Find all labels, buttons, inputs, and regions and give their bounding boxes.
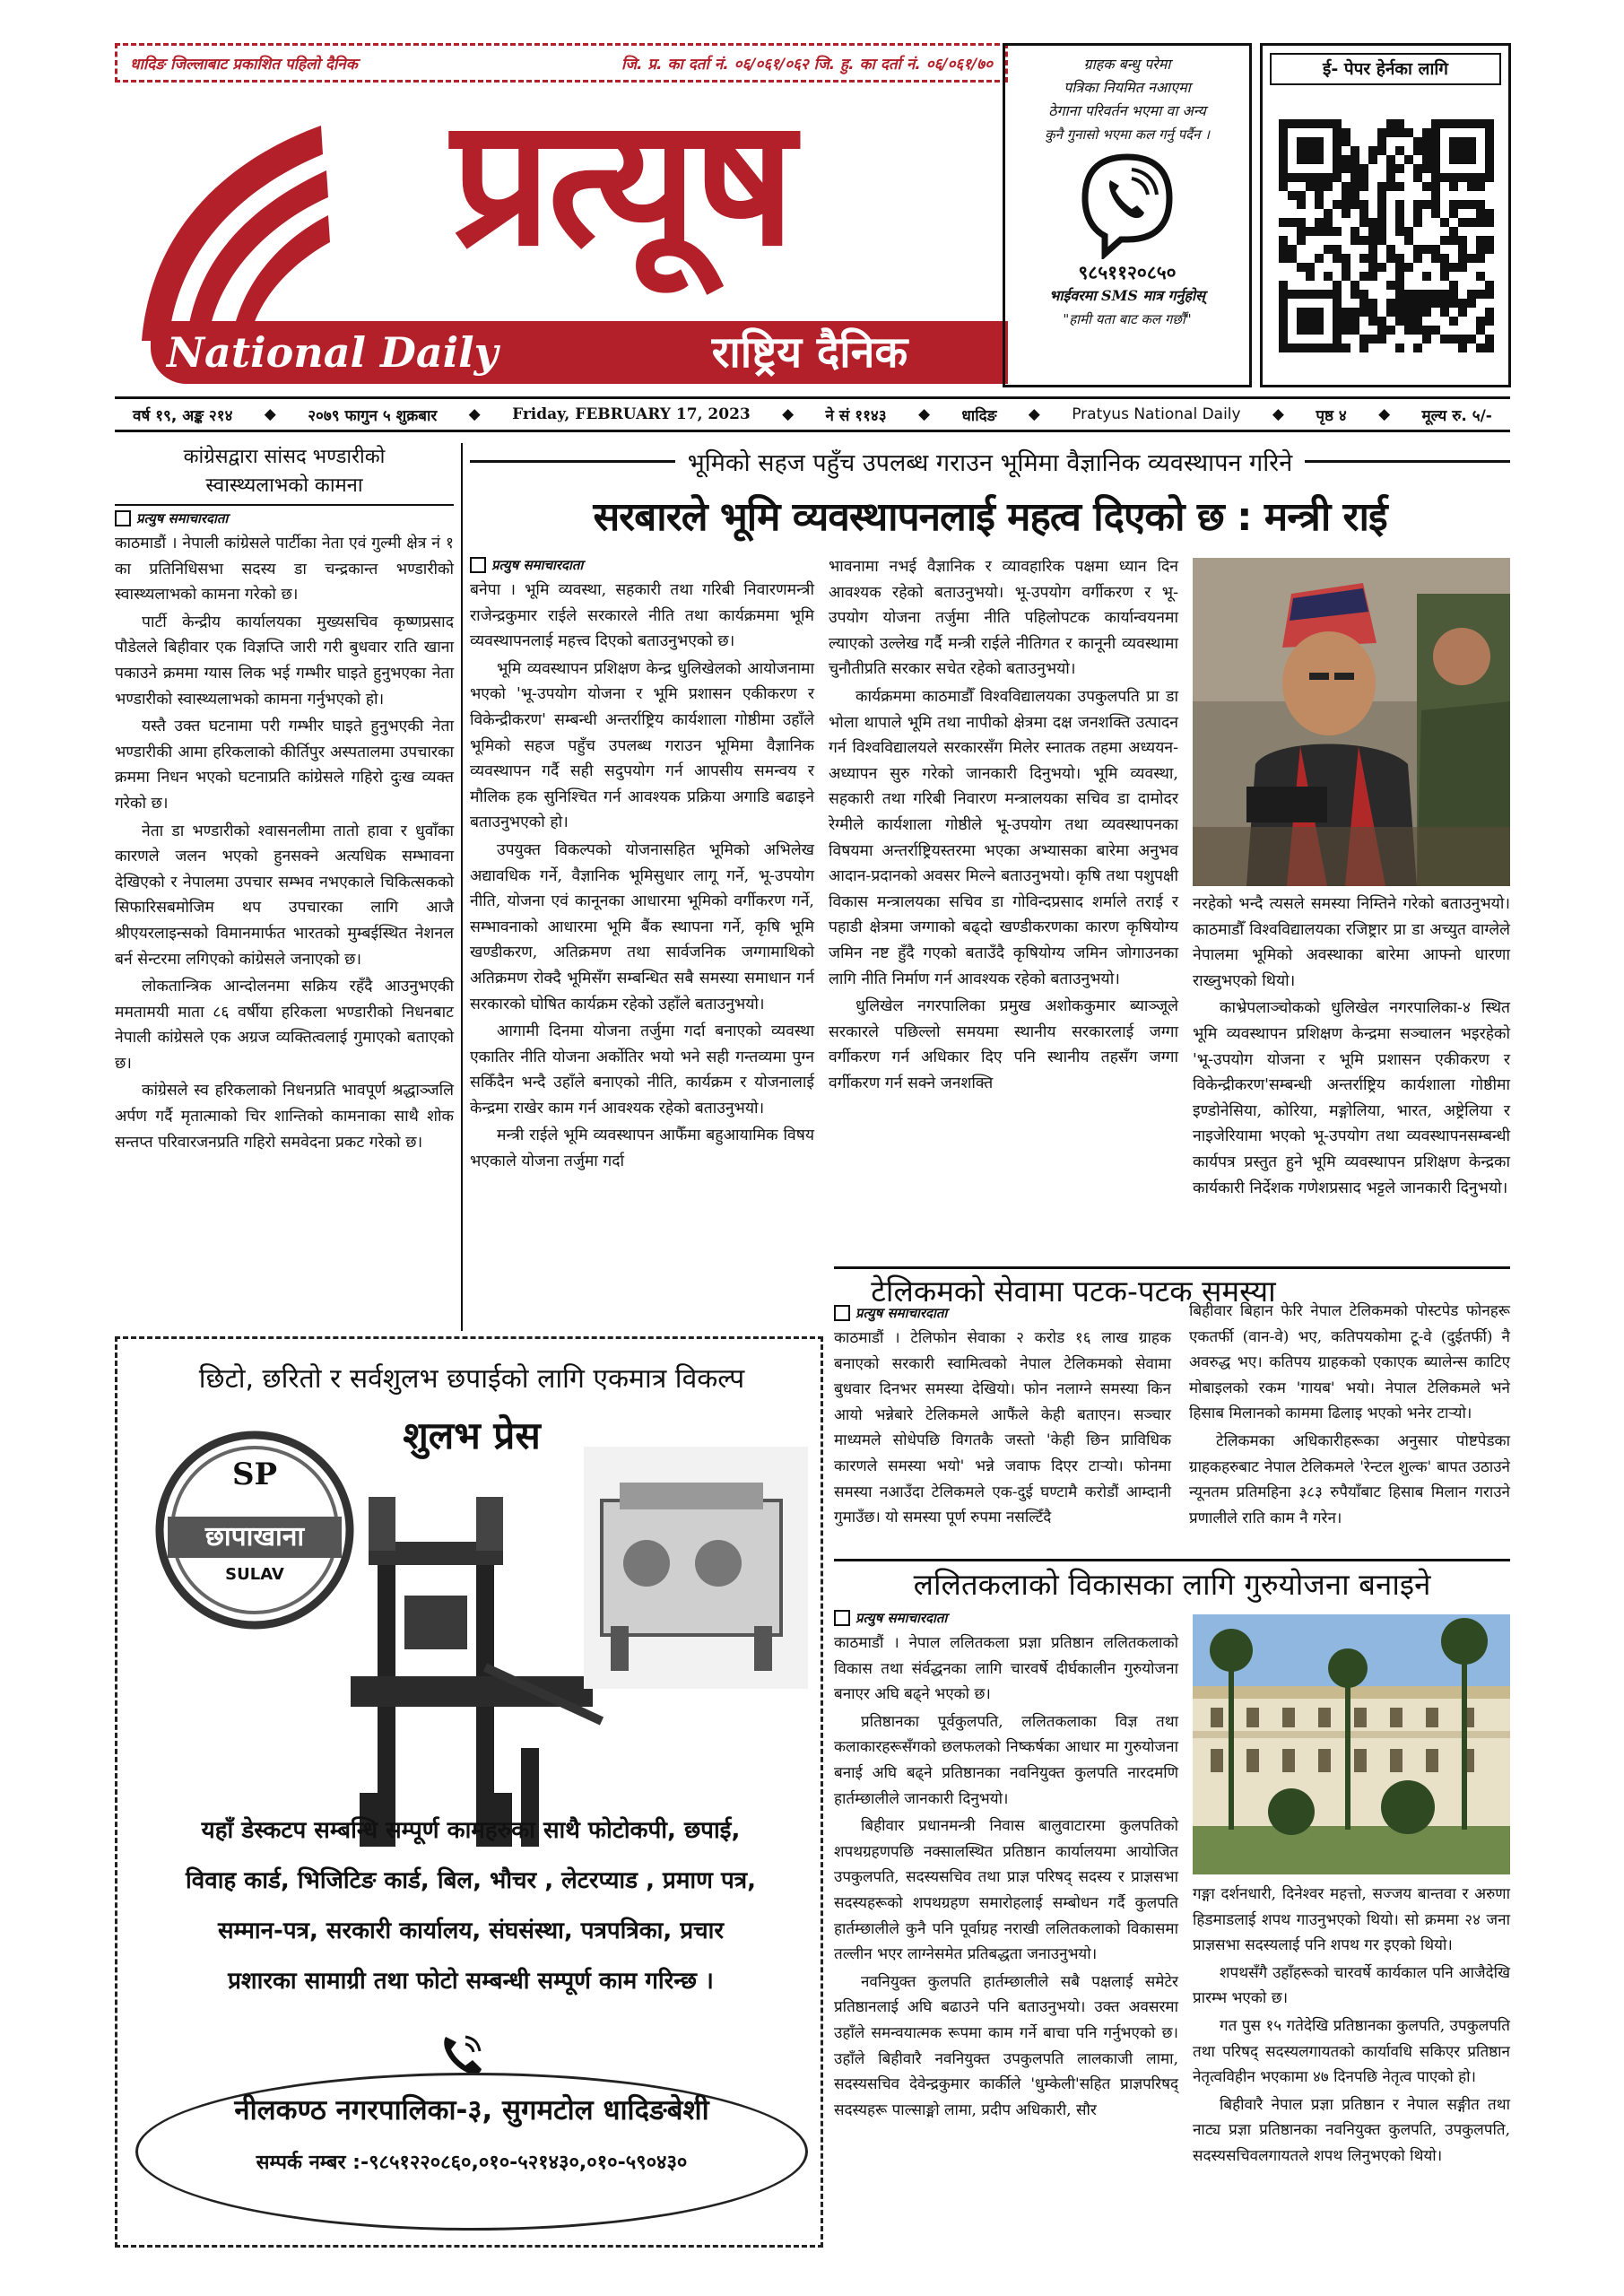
main-body-col3 — [1193, 891, 1510, 1201]
left-headline-2: स्वास्थ्यलाभको कामना — [205, 474, 363, 497]
paragraph: काठमाडौं । टेलिफोन सेवाका २ करोड १६ लाख ग्राहक बनाएको सरकारी स्वामित्वको नेपाल टेलिकमको सेवामा बुधवार दिनभर समस्या देखियो। फोन नलाग्ने समस्या किन आयो भन्नेबारे टेलिकमले आफैंले केही बताएन। सञ्चार माध्यमले सोधेपछि विगतकै जस्तो 'केही छिन प्राविधिक कारणले समस्या भयो' भन्ने जवाफ दिएर टाऱ्यो। फोनमा समस्या नआउँदा टेलिकमले एक-दुई घण्टामै करोडौं आम्दानी गुमाउँछ। यो समस्या पूर्ण रुपमा नसल्टिँदै — [834, 1329, 1171, 1527]
byline-box-icon — [834, 1610, 850, 1626]
byline-box-icon — [834, 1305, 850, 1321]
telecom-body-col1 — [834, 1326, 1171, 1531]
byline-text: प्रत्युष समाचारदाता — [855, 1610, 948, 1626]
qr-code-icon[interactable] — [1279, 119, 1494, 352]
byline-text: प्रत्युष समाचारदाता — [136, 510, 229, 526]
first-daily-note: धादिङ जिल्लाबाट प्रकाशित पहिलो दैनिक — [130, 55, 358, 74]
byline — [834, 1609, 1178, 1627]
arts-body-col2 — [1193, 1882, 1510, 2170]
viber-note: भाईवरमा SMS मात्र गर्नुहोस् — [1049, 287, 1205, 304]
paragraph: कांग्रेसले स्व हरिकलाको निधनप्रति भावपूर्ण श्रद्धाञ्जलि अर्पण गर्दै मृतात्माको चिर शान्तिको कामनाका साथै शोक सन्तप्त परिवारजनप्रति गहिरो समवेदना प्रकट गरेको छ। — [115, 1082, 454, 1152]
paragraph: यस्तै उक्त घटनामा परी गम्भीर घाइते हुनुभएकी नेता भण्डारीकी आमा हरिकलाको कीर्तिपुर अस्पतालमा उपचारका क्रममा निधन भएको घटनाप्रति कांग्रेसले गहिरो दुःख व्यक्त गरेको छ। — [115, 718, 454, 813]
epaper-box — [1260, 43, 1511, 387]
bullet-icon: ◆ — [1028, 405, 1040, 423]
byline — [834, 1304, 1171, 1322]
arts-col-1 — [834, 1607, 1178, 2253]
arts-headline: ललितकलाको विकासका लागि गुरुयोजना बनाइने — [913, 1567, 1431, 1602]
bullet-icon: ◆ — [1378, 405, 1391, 423]
notice-box — [1003, 43, 1252, 387]
paragraph: आगामी दिनमा योजना तर्जुमा गर्दा बनाएको व्यवस्था एकातिर नीति योजना अर्कोतिर भयो भने सही गन्तव्यमा पुग्न सकिँदैन भन्दै उहाँले बनाएको नीति, कार्यक्रम र योजनालाई केन्द्रमा राखेर काम गर्न आवश्यक रहेको बताउनुभयो। — [470, 1022, 814, 1118]
paragraph: बिहीवार बिहान फेरि नेपाल टेलिकमको पोस्टपेड फोनहरू एकतर्फी (वान-वे) भए, कतिपयकोमा टू-वे (दुईतर्फी) नै अवरुद्ध भए। कतिपय ग्राहकको एकाएक ब्यालेन्स काटिए मोबाइलको रकम 'गायब' भयो। नेपाल टेलिकमले भने हिसाब मिलानको काममा ढिलाइ भएको भनेर टाऱ्यो। — [1189, 1302, 1510, 1423]
paragraph: मन्त्री राईले भूमि व्यवस्थापन आफैँमा बहुआयामिक विषय भएकाले योजना तर्जुमा गर्दा — [470, 1126, 814, 1171]
section-rule — [834, 1266, 1510, 1269]
paragraph: धुलिखेल नगरपालिका प्रमुख अशोककुमार ब्याञ्जूले सरकारले पछिल्लो समयमा स्थानीय सरकारलाई जग्गा वर्गीकरण गर्न अधिकार दिए पनि स्थानीय तहसँग जग्गा वर्गीकरण गर्न सक्ने जनशक्ति — [829, 997, 1178, 1092]
kicker-rule — [470, 460, 675, 463]
registration-note: जि. प्र. का दर्ता नं. ०६/०६१/०६२ जि. हु. का दर्ता नं. ०६/०६१/७० — [621, 55, 993, 74]
paragraph: काभ्रेपलाञ्चोकको धुलिखेल नगरपालिका-४ स्थित भूमि व्यवस्थापन प्रशिक्षण केन्द्रमा सञ्चालन भइरहेको 'भू-उपयोग योजना र भूमि प्रशासन एकीकरण र विकेन्द्रीकरण'सम्बन्धी अन्तर्राष्ट्रिय कार्यशाला गोष्ठीमा इण्डोनेसिया, कोरिया, मङ्गोलिया, भारत, अष्ट्रेलिया र नाइजेरियामा भएको भू-उपयोग तथा व्यवस्थापनसम्बन्धी कार्यपत्र प्रस्तुत हुने भूमि व्यवस्थापन प्रशिक्षण केन्द्रका कार्यकारी निर्देशक गणेशप्रसाद भट्टले जानकारी दिनुभयो। — [1193, 999, 1510, 1197]
viber-number: ९८५११२०८५० — [1078, 261, 1177, 283]
left-article-body — [115, 531, 454, 1155]
ad-tagline: छिटो, छरितो र सर्वशुलभ छपाईको लागि एकमात्र विकल्प — [198, 1363, 745, 1395]
paragraph: प्रतिष्ठानका पूर्वकुलपति, ललितकलाका विज्ञ तथा कलाकारहरूसँगको छलफलको निष्कर्षका आधार मा गुरुयोजना बनाई अघि बढ्ने प्रतिष्ठानका नवनियुक्त कुलपति नारदमणि हार्तम्छालीले जानकारी दिनुभयो। — [834, 1712, 1178, 1808]
minister-photo-image — [1193, 558, 1510, 886]
service-line: सम्मान-पत्र, सरकारी कार्यालय, संघसंस्था, पत्रपत्रिका, प्रचार — [217, 1918, 725, 1944]
section-rule — [834, 1559, 1510, 1561]
divider — [115, 504, 454, 506]
arts-col-2 — [1193, 1882, 1510, 2258]
main-col-2 — [829, 554, 1178, 1263]
telecom-col-1 — [834, 1302, 1171, 1571]
byline-text: प्रत्युष समाचारदाता — [491, 557, 584, 573]
byline-box-icon — [115, 510, 131, 526]
logo-nepali: राष्ट्रिय दैनिक — [711, 327, 908, 378]
paragraph: नवनियुक्त कुलपति हार्तम्छालीले सबै पक्षलाई समेटेर प्रतिष्ठानलाई अघि बढाउने पनि बताउनुभयो। उक्त अवसरमा उहाँले समन्वयात्मक रूपमा काम गर्ने बाचा पनि गर्नुभएको छ। उहाँले बिहीवारै नवनियुक्त उपकुलपति लालकाजी लामा, सदस्यसचिव देवेन्द्रकुमार कार्कीले 'धुम्केली'सहित प्राज्ञपरिषद् सदस्यहरू पाल्साङ्मो लामा, प्रदीप अधिकारी, सौर — [834, 1972, 1178, 2119]
place: धादिङ — [961, 406, 997, 425]
page-number: पृष्ठ ४ — [1316, 406, 1347, 425]
main-kicker — [470, 443, 1510, 479]
top-note-strip — [115, 43, 1008, 83]
logo-wordmark: प्रत्यूष — [451, 79, 792, 285]
ad-services — [134, 1805, 808, 2006]
logo-english: National Daily — [167, 328, 499, 377]
bullet-icon: ◆ — [782, 405, 795, 423]
logo-english-text: SULAV — [225, 1565, 284, 1584]
paper-name: Pratyus National Daily — [1072, 405, 1241, 423]
arts-body-col1 — [834, 1631, 1178, 2123]
volume-issue: वर्ष १९, अङ्क २१४ — [133, 406, 233, 425]
paragraph: कार्यक्रममा काठमाडौँ विश्वविद्यालयका उपकुलपति प्रा डा भोला थापाले भूमि तथा नापीको क्षेत्रमा दक्ष जनशक्ति उत्पादन गर्न विश्वविद्यालयले सरकारसँग मिलेर स्नातक तहमा अध्ययन-अध्यापन सुरु गरेको जानकारी दिनुभयो। भूमि व्यवस्था, सहकारी तथा गरिबी निवारण मन्त्रालयका सचिव डा दामोदर रेग्मीले कार्यशाला गोष्ठीले भू-उपयोग तथा व्यवस्थापनका विषयमा अन्तर्राष्ट्रियस्तरमा भएका अभ्यासका बारेमा अनुभव आदान-प्रदानको अवसर मिल्ने बताउनुभयो। कृषि तथा पशुपक्षी विकास मन्त्रालयका सचिव डा गोविन्दप्रसाद शर्माले तराई र पहाडी क्षेत्रमा जग्गाको बढ्दो खण्डीकरणका कारण कृषियोग्य जमिन नष्ट हुँदै गएको बताउँदै कृषियोग्य जमिन जोगाउनका लागि नीति निर्माण गर्न आवश्यक रहेको बताउनुभयो। — [829, 687, 1178, 988]
byline — [115, 509, 454, 527]
paragraph: गत पुस १५ गतेदेखि प्रतिष्ठानका कुलपति, उपकुलपति तथा परिषद् सदस्यलगायतको कार्यावधि सकिएर प्रतिष्ठान नेतृत्वविहीन भएकामा ४७ दिनपछि नेतृत्व पाएको हो। — [1193, 2016, 1510, 2087]
left-article — [115, 443, 454, 1331]
logo — [115, 79, 1008, 395]
viber-phone-icon — [1078, 152, 1177, 259]
masthead — [115, 43, 1012, 395]
bullet-icon: ◆ — [264, 405, 276, 423]
paragraph: बिहीवार प्रधानमन्त्री निवास बालुवाटारमा कुलपतिको शपथग्रहणपछि नक्सालस्थित प्रतिष्ठान कार्यालयमा आयोजित उपकुलपति, सदस्यसचिव तथा प्राज्ञ परिषद् सदस्य र प्राज्ञसभा सदस्यहरूको शपथग्रहण समारोहलाई सम्बोधन गर्दै कुलपति हार्तम्छालीले कुनै पनि पूर्वाग्रह नराखी ललितकलाको विकासमा तल्लीन भएर लाग्नेसमेत प्रतिबद्धता जनाउनुभयो। — [834, 1817, 1178, 1964]
paragraph: लोकतान्त्रिक आन्दोलनमा सक्रिय रहँदै आउनुभएकी ममतामयी माता ८६ वर्षीया हरिकला भण्डारीको निधनबाट नेपाली कांग्रेसले एक अग्रज व्यक्तित्वलाई गुमाएको बताएको छ। — [115, 978, 454, 1073]
academy-building-photo — [1193, 1614, 1510, 1874]
paragraph: भावनामा नभई वैज्ञानिक र व्यावहारिक पक्षमा ध्यान दिन आवश्यक रहेको बताउनुभयो। भू-उपयोग वर्गीकरण र भू-उपयोग योजना तर्जुमा नीति पहिलोपटक कार्यान्वयनमा ल्याएको उल्लेख गर्दै मन्त्री राईले नीतिगत र कानूनी व्यवस्थामा चुनौतीप्रति सरकार सचेत रहेको बताउनुभयो। — [829, 558, 1178, 679]
academy-building-image — [1193, 1614, 1510, 1874]
main-col-1 — [470, 554, 814, 1326]
service-line: यहाँ डेस्कटप सम्बन्धि सम्पूर्ण कामहरुका साथै फोटोकपी, छपाई, — [201, 1817, 741, 1844]
notice-line: कुनै गुनासो भएमा कल गर्नु पर्दैन । — [1045, 126, 1210, 143]
offset-press-image — [584, 1447, 808, 1689]
nepal-samvat: ने सं ११४३ — [825, 406, 887, 425]
paragraph: बनेपा । भूमि व्यवस्था, सहकारी तथा गरिबी निवारणमन्त्री राजेन्द्रकुमार राईले सरकारले नीति तथा कार्यक्रममा भूमि व्यवस्थापनलाई महत्त्व दिएको बताउनुभएको छ। — [470, 581, 814, 651]
main-col-3 — [1193, 891, 1510, 1268]
bullet-icon: ◆ — [468, 405, 481, 423]
paragraph: भूमि व्यवस्थापन प्रशिक्षण केन्द्र धुलिखेलको आयोजनामा भएको 'भू-उपयोग योजना र भूमि प्रशासन एकीकरण र विकेन्द्रीकरण' सम्बन्धी अन्तर्राष्ट्रिय कार्यशाला गोष्ठीमा उहाँले भूमिको सहज पहुँच उपलब्ध गराउन भूमिमा वैज्ञानिक व्यवस्थापन गर्दै सही सदुपयोग गर्न आपसीय समन्वय र मौलिक हक सुनिश्चित गर्न आवश्यक प्रक्रिया अगाडि बढाइने बताउनुभएको हो। — [470, 659, 814, 832]
service-line: प्रशारका सामाग्री तथा फोटो सम्बन्धी सम्पूर्ण काम गरिन्छ । — [228, 1968, 714, 1995]
telecom-body-col2 — [1189, 1299, 1510, 1531]
main-body-col1 — [470, 578, 814, 1175]
dateline-bar — [115, 396, 1510, 432]
byline — [470, 556, 814, 574]
main-body-col2 — [829, 554, 1178, 1096]
english-date: Friday, FEBRUARY 17, 2023 — [512, 405, 751, 423]
paragraph: बिहीवारै नेपाल प्रज्ञा प्रतिष्ठान र नेपाल सङ्गीत तथा नाट्य प्रज्ञा प्रतिष्ठानका नवनियुक्त कुलपति, उपकुलपति, सदस्यसचिवलगायतले शपथ लिनुभएको थियो। — [1193, 2095, 1510, 2165]
paragraph: काठमाडौं । नेपाली कांग्रेसले पार्टीका नेता एवं गुल्मी क्षेत्र नं १ का प्रतिनिधिसभा सदस्य डा चन्द्रकान्त भण्डारीको स्वास्थ्यलाभको कामना गरेको छ। — [115, 535, 454, 604]
ad-press-name: शुलभ प्रेस — [403, 1413, 541, 1457]
paragraph: पार्टी केन्द्रीय कार्यालयका मुख्यसचिव कृष्णप्रसाद पौडेलले बिहीवार एक विज्ञप्ति जारी गरी बुधवार राति खाना पकाउने क्रममा ग्यास लिक भई गम्भीर घाइते हुनुभएका नेता भण्डारीको स्वास्थ्यलाभको कामना गर्नुभएको हो। — [115, 613, 454, 709]
paragraph: शपथसँगै उहाँहरूको चारवर्षे कार्यकाल पनि आजैदेखि प्रारम्भ भएको छ। — [1193, 1963, 1510, 2008]
paragraph: उपयुक्त विकल्पको योजनासहित भूमिको अभिलेख अद्यावधिक गर्ने, वैज्ञानिक भूमिसुधार लागू गर्ने, भू-उपयोग नीति, योजना एवं कानूनका आधारमा भूमिको वर्गीकरण गर्ने, सम्भावनाको आधारमा भूमि बैंक स्थापना गर्ने, कृषि भूमि खण्डीकरण, अतिक्रमण तथा सार्वजनिक जग्गामाथिको अतिक्रमण रोक्दै भूमिसँग सम्बन्धित सबै समस्या समाधान गर्न सरकारको घोषित कार्यक्रम रहेको उहाँले बताउनुभयो। — [470, 840, 814, 1013]
bullet-icon: ◆ — [1272, 405, 1284, 423]
byline-text: प्रत्युष समाचारदाता — [855, 1305, 948, 1321]
ad-contact: सम्पर्क नम्बर :-९८५१२२०८६०,०१०-५२१४३०,०१०-५९०४३० — [256, 2152, 688, 2174]
paragraph: नेता डा भण्डारीको श्वासनलीमा तातो हावा र धुवाँका कारणले जलन भएको हुनसक्ने अत्यधिक सम्भावना देखिएको र नेपालमा उपचार सम्भव नभएकाले चिकित्सकको सिफारिसबमोजिम थप उपचारका लागि आजै श्रीएयरलाइन्सको विमानमार्फत भारतको मुम्बईस्थित नेशनल बर्न सेन्टरमा लगिएको कांग्रेसले जनाएको छ। — [115, 822, 454, 969]
paragraph: गङ्गा दर्शनधारी, दिनेश्वर महत्तो, सज्जय बान्तवा र अरुणा हिडमाडलाई शपथ गाउनुभएको थियो। सो क्रममा २४ जना प्राज्ञसभा सदस्यलाई पनि शपथ गर इएको थियो। — [1193, 1885, 1510, 1955]
logo-nepali-text: छापाखाना — [204, 1521, 305, 1552]
byline-box-icon — [470, 557, 486, 573]
paragraph: टेलिकमका अधिकारीहरूका अनुसार पोष्टपेडका ग्राहकहरुबाट नेपाल टेलिकमले 'रेन्टल शुल्क' बापत उठाउने न्यूनतम प्रतिमहिना ३८३ रुपैयाँबाट हिसाब मिलान गराउने प्रणालीले राति काम नै गरेन। — [1189, 1431, 1510, 1527]
main-headline: सरबारले भूमि व्यवस्थापनलाई महत्व दिएको छ : मन्त्री राई — [593, 494, 1387, 540]
nepali-date: २०७९ फागुन ५ शुक्रबार — [308, 406, 438, 425]
telecom-col-2 — [1189, 1299, 1510, 1568]
epaper-label: ई- पेपर हेर्नका लागि — [1270, 53, 1501, 85]
column-divider — [461, 443, 463, 1331]
notice-line: ठेगाना परिवर्तन भएमा वा अन्य — [1048, 102, 1206, 119]
ad-address: नीलकण्ठ नगरपालिका-३, सुगमटोल धादिङबेशी — [234, 2094, 709, 2126]
notice-line: ग्राहक बन्धु परेमा — [1083, 56, 1171, 73]
paragraph: काठमाडौं । नेपाल ललितकला प्रज्ञा प्रतिष्ठान ललितकलाको विकास तथा संर्वद्धनका लागि चारवर्षे दीर्घकालीन गुरुयोजना बनाएर अघि बढ्ने भएको छ। — [834, 1634, 1178, 1704]
notice-line: पत्रिका नियमित नआएमा — [1064, 79, 1191, 96]
press-advertisement — [115, 1336, 823, 2248]
paragraph: नरहेको भन्दै त्यसले समस्या निम्तिने गरेको बताउनुभयो। काठमाडौँ विश्वविद्यालयका रजिष्ट्रार प्रा डा अच्युत वाग्लेले नेपालमा भूमिको अवस्थाका बारेमा आफ्नो धारणा राख्नुभएको थियो। — [1193, 895, 1510, 990]
telecom-headline: टेलिकमको सेवामा पटक-पटक समस्या — [871, 1274, 1276, 1309]
left-headline-1: कांग्रेसद्वारा सांसद भण्डारीको — [183, 446, 386, 468]
hand-press-image — [342, 1497, 611, 1856]
viber-quote: "हामी यता बाट कल गर्छौं" — [1063, 311, 1192, 327]
service-line: विवाह कार्ड, भिजिटिङ कार्ड, बिल, भौचर , लेटरप्याड , प्रमाण पत्र, — [186, 1867, 756, 1894]
kicker-text: भूमिको सहज पहुँच उपलब्ध गराउन भूमिमा वैज्ञानिक व्यवस्थापन गरिने — [687, 448, 1293, 477]
kicker-rule — [1305, 460, 1510, 463]
logo-initials: SP — [231, 1457, 278, 1492]
bullet-icon: ◆ — [917, 405, 931, 423]
price: मूल्य रु. ५/- — [1421, 406, 1492, 425]
minister-photo — [1193, 558, 1510, 886]
